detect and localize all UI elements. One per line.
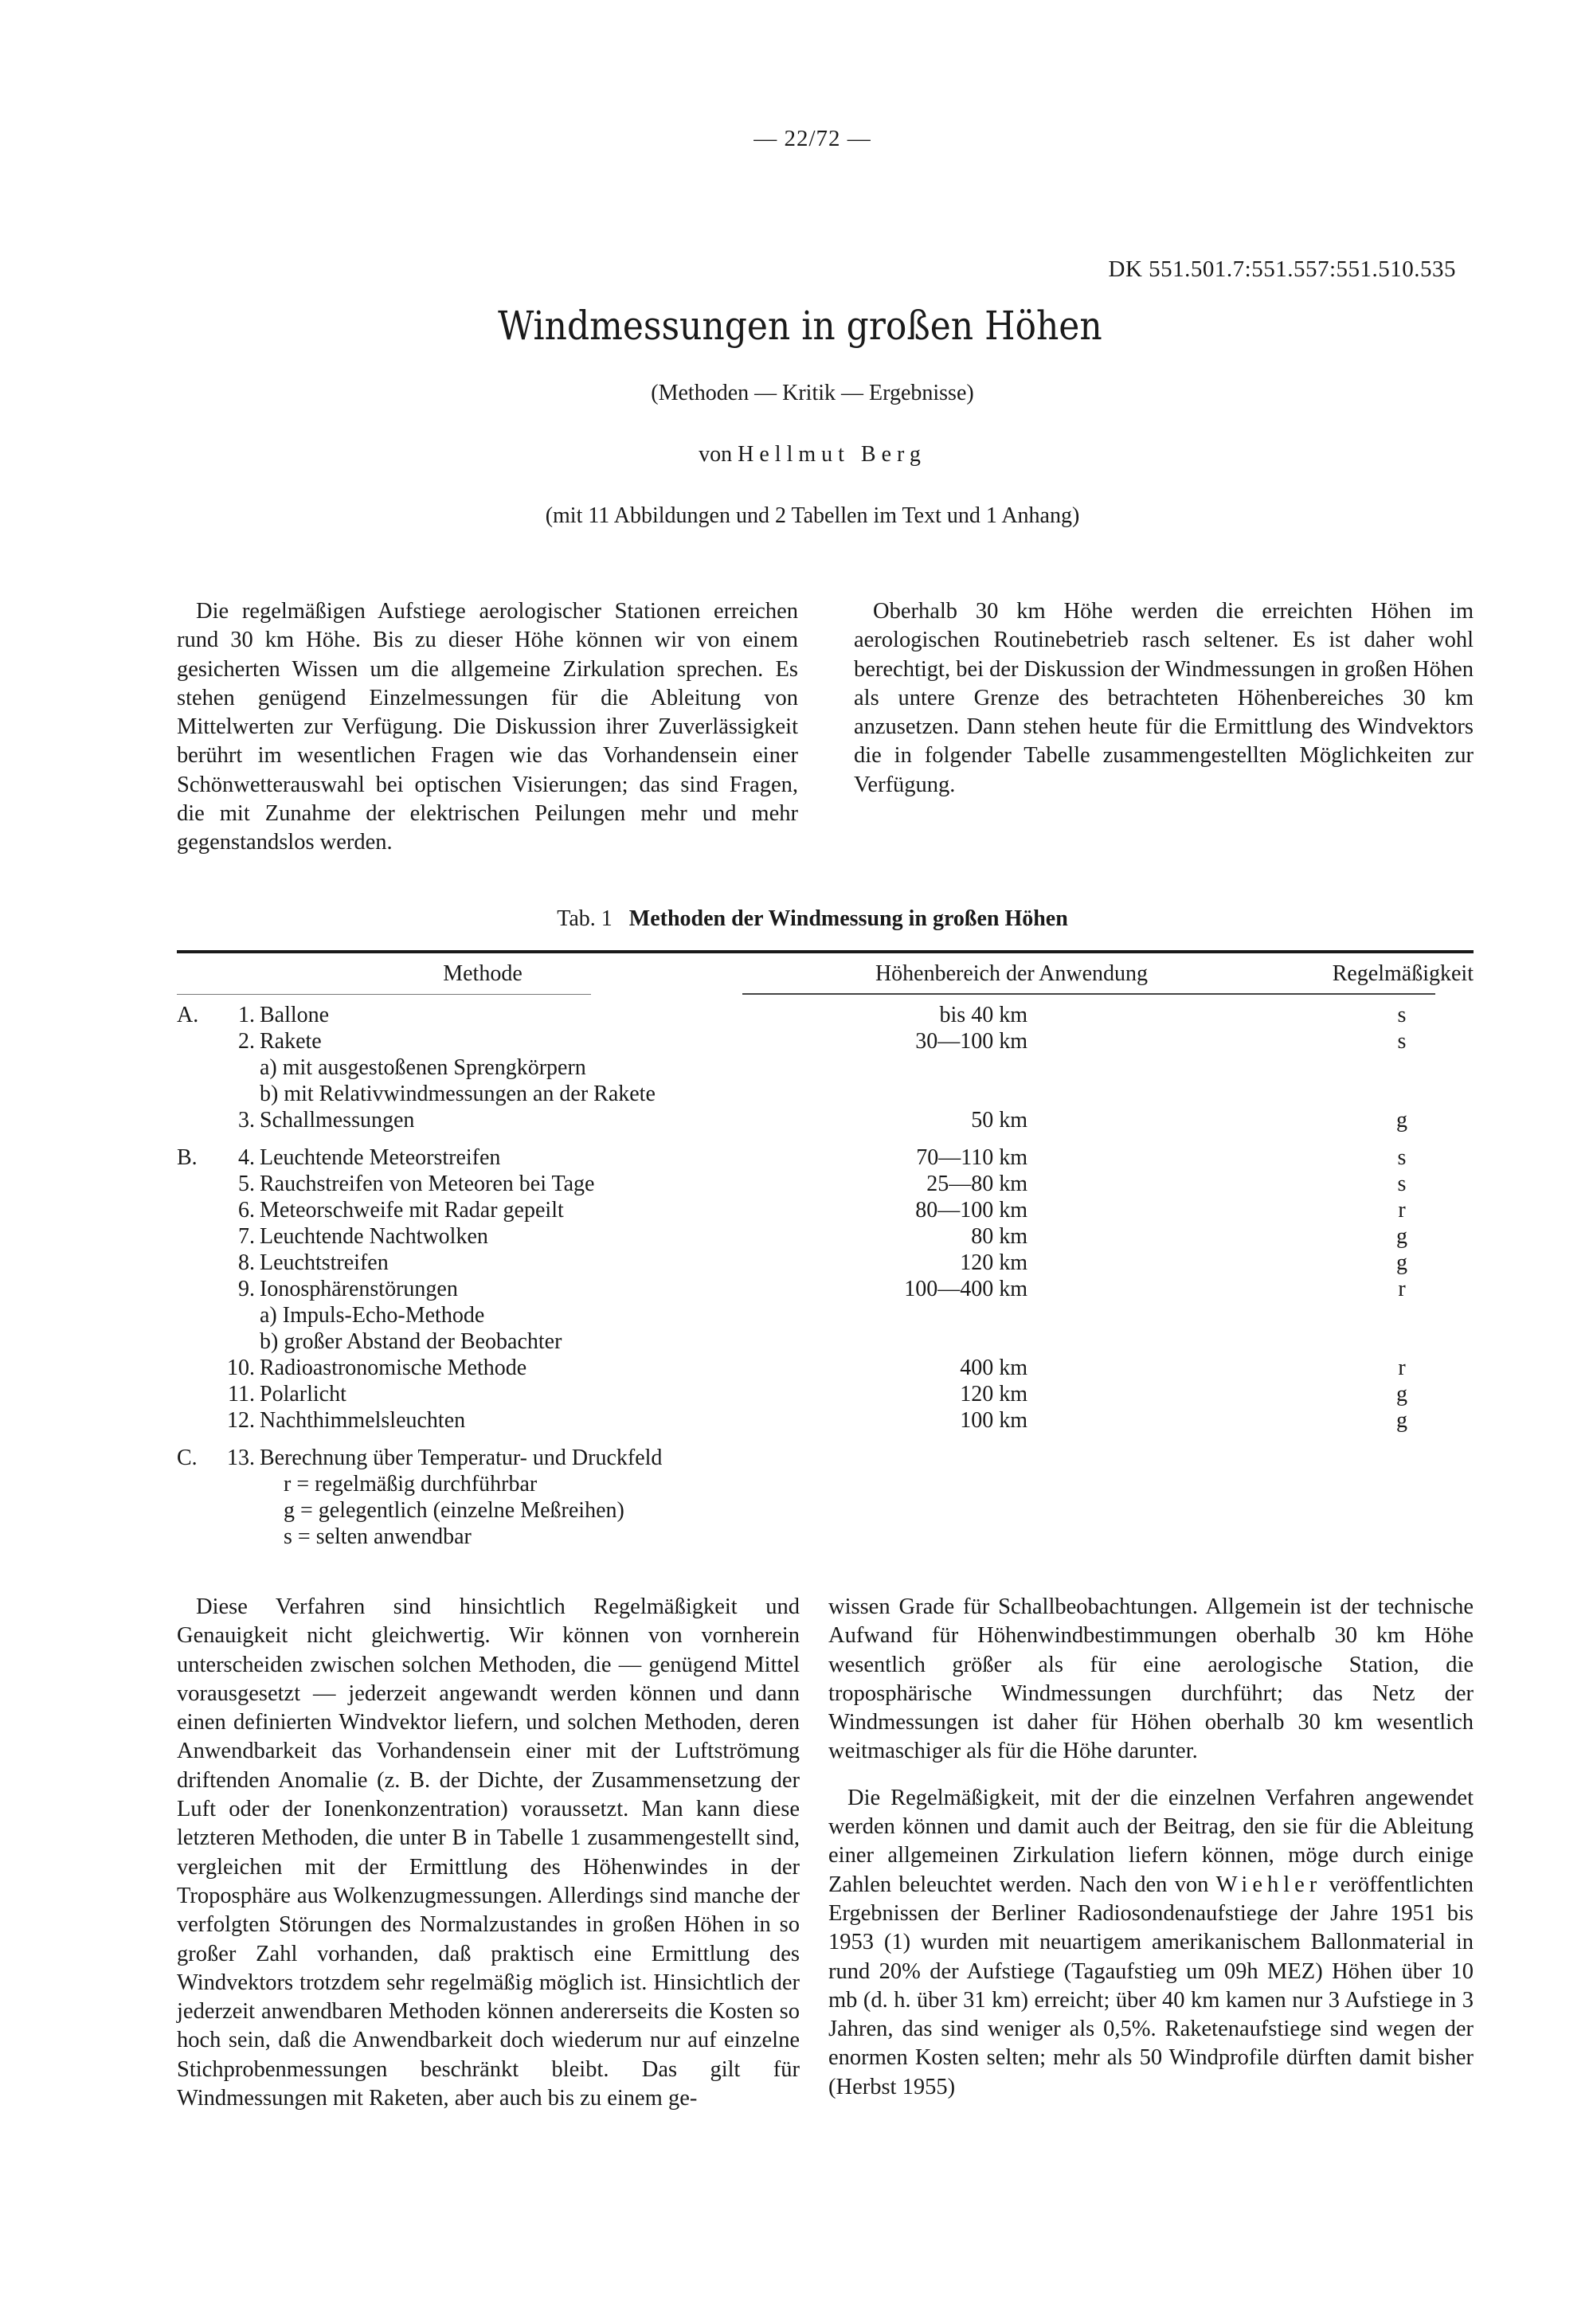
row-method-name: Berechnung über Temperatur- und Druckfeld bbox=[260, 1446, 663, 1470]
row-method-name: a) mit ausgestoßenen Sprengkörpern bbox=[260, 1055, 586, 1080]
row-regularity: s bbox=[1397, 1029, 1407, 1054]
article-author bbox=[0, 442, 1593, 468]
table-row bbox=[177, 1171, 1474, 1197]
row-regularity: r bbox=[1398, 1198, 1406, 1223]
row-number: 3. bbox=[238, 1108, 255, 1133]
row-height-range bbox=[789, 1328, 1235, 1355]
page-number: — 22/72 — bbox=[753, 126, 871, 151]
row-regularity: r bbox=[1398, 1277, 1406, 1301]
legend-entry: g = gelegentlich (einzelne Meßreihen) bbox=[284, 1498, 624, 1523]
row-height-range: bis 40 km bbox=[939, 1003, 1027, 1027]
row-regularity bbox=[1235, 1434, 1474, 1471]
table-row bbox=[177, 1355, 1474, 1381]
row-group bbox=[177, 1081, 209, 1107]
row-group bbox=[177, 1381, 209, 1407]
intro-left-paragraph: Die regelmäßigen Aufstiege aerologischer Stationen erreichen rund 30 km Höhe. Bis zu dieser Höhe können wir von einem gesicherten Wissen um die allgemeine Zirkulation sprechen. Es stehen genügend Einzelmessungen für die Ableitung von Mittelwerten zur Verfügung. Die Diskussion ihrer Zuverlässigkeit berührt im wesentlichen Fragen wie das Vorhandensein einer Schönwetterauswahl bei optischen Visierungen; das sind Fragen, die mit Zunahme der elektrischen Peilungen mehr und mehr gegenstandslos werden. bbox=[177, 599, 798, 855]
intro-left-column bbox=[177, 597, 798, 858]
table-row bbox=[177, 1223, 1474, 1250]
row-regularity: g bbox=[1396, 1224, 1407, 1249]
row-height-range bbox=[789, 1302, 1235, 1328]
row-number: 6. bbox=[238, 1198, 255, 1223]
row-number: 9. bbox=[238, 1277, 255, 1301]
row-number: 8. bbox=[238, 1250, 255, 1275]
row-method-name: a) Impuls-Echo-Methode bbox=[260, 1303, 485, 1328]
row-method-name: Ionosphärenstörungen bbox=[260, 1277, 458, 1301]
row-group bbox=[177, 1250, 209, 1276]
row-group bbox=[177, 1171, 209, 1197]
column-header-regularity: Regelmäßigkeit bbox=[1332, 961, 1474, 986]
table-top-rule bbox=[177, 950, 1474, 953]
row-method-name: Rauchstreifen von Meteoren bei Tage bbox=[260, 1172, 595, 1196]
row-regularity: g bbox=[1396, 1108, 1407, 1133]
legend-row bbox=[177, 1524, 1474, 1550]
row-method-name: Meteorschweife mit Radar gepeilt bbox=[260, 1198, 564, 1223]
row-regularity: g bbox=[1396, 1250, 1407, 1275]
table-row bbox=[177, 1434, 1474, 1471]
table-row bbox=[177, 1407, 1474, 1434]
row-method-name: Polarlicht bbox=[260, 1382, 346, 1407]
row-regularity: s bbox=[1397, 1145, 1407, 1170]
article-info: (mit 11 Abbildungen und 2 Tabellen im Text und 1 Anhang) bbox=[545, 503, 1080, 528]
row-height-range: 100 km bbox=[960, 1408, 1027, 1433]
author-prefix: von bbox=[699, 442, 733, 467]
row-height-range: 120 km bbox=[960, 1382, 1027, 1407]
legend-entry: r = regelmäßig durchführbar bbox=[284, 1472, 538, 1497]
row-height-range: 50 km bbox=[971, 1108, 1027, 1133]
table-row bbox=[177, 1302, 1474, 1328]
row-group bbox=[177, 1276, 209, 1302]
table-caption-title: Methoden der Windmessung in großen Höhen bbox=[628, 906, 1068, 931]
row-height-range: 25—80 km bbox=[926, 1172, 1027, 1196]
table-row bbox=[177, 1002, 1474, 1028]
column-header-method: Methode bbox=[443, 961, 523, 986]
body-left-column bbox=[177, 1593, 800, 2113]
table-row bbox=[177, 1107, 1474, 1133]
row-number: 10. bbox=[227, 1356, 255, 1380]
row-height-range: 100—400 km bbox=[904, 1277, 1027, 1301]
row-group bbox=[177, 1302, 209, 1328]
row-height-range: 80 km bbox=[971, 1224, 1027, 1249]
legend-row bbox=[177, 1497, 1474, 1524]
row-group bbox=[177, 1107, 209, 1133]
row-number: 4. bbox=[238, 1145, 255, 1170]
row-method-name: b) mit Relativwindmessungen an der Rakete bbox=[260, 1082, 656, 1106]
legend-entry: s = selten anwendbar bbox=[284, 1524, 472, 1549]
row-number bbox=[209, 1054, 260, 1081]
author-name: Hellmut Berg bbox=[738, 442, 926, 467]
table-header-row bbox=[177, 956, 1474, 992]
row-regularity: s bbox=[1397, 1003, 1407, 1027]
row-method-name: Rakete bbox=[260, 1029, 322, 1054]
row-regularity: g bbox=[1396, 1382, 1407, 1407]
dk-classification: DK 551.501.7:551.557:551.510.535 bbox=[1108, 256, 1456, 282]
row-height-range: 70—110 km bbox=[916, 1145, 1027, 1170]
body-right-text-2: veröffentlichten Ergebnissen der Berliner Radiosondenaufstiege der Jahre 1951 bis 1953 (1) wurden mit neuartigem amerikanischem Ballonmaterial in rund 20% der Aufstiege (Tagaufstieg um 09h MEZ) Höhen über 10 mb (d. h. über 31 km) erreicht; über 40 km kamen nur 3 Aufstiege in 3 Jahren, das sind weniger als 0,5%. Raketenaufstiege sind wegen der enormen Kosten selten; mehr als 50 Windprofile dürften damit bisher (Herbst 1955) bbox=[828, 1872, 1474, 2099]
row-height-range bbox=[789, 1081, 1235, 1107]
row-method-name: Schallmessungen bbox=[260, 1108, 415, 1133]
row-regularity bbox=[1235, 1328, 1474, 1355]
row-method-name: Nachthimmelsleuchten bbox=[260, 1408, 466, 1433]
table-caption-label: Tab. 1 bbox=[557, 906, 613, 931]
row-group: B. bbox=[177, 1145, 198, 1170]
row-group: C. bbox=[177, 1446, 198, 1470]
row-method-name: Ballone bbox=[260, 1003, 330, 1027]
methods-table bbox=[177, 956, 1474, 1550]
table-row bbox=[177, 1381, 1474, 1407]
table-body bbox=[177, 1002, 1474, 1550]
row-group bbox=[177, 1355, 209, 1381]
row-group bbox=[177, 1328, 209, 1355]
row-height-range: 80—100 km bbox=[915, 1198, 1027, 1223]
row-height-range: 400 km bbox=[960, 1356, 1027, 1380]
row-group bbox=[177, 1054, 209, 1081]
row-group bbox=[177, 1197, 209, 1223]
row-regularity: g bbox=[1396, 1408, 1407, 1433]
column-header-range: Höhenbereich der Anwendung bbox=[875, 961, 1149, 986]
row-regularity bbox=[1235, 1081, 1474, 1107]
row-number: 12. bbox=[227, 1408, 255, 1433]
row-number: 5. bbox=[238, 1172, 255, 1196]
table-row bbox=[177, 1133, 1474, 1171]
article-subtitle: (Methoden — Kritik — Ergebnisse) bbox=[651, 381, 974, 405]
table-row bbox=[177, 1250, 1474, 1276]
table-row bbox=[177, 1276, 1474, 1302]
row-height-range bbox=[789, 1434, 1235, 1471]
body-right-paragraph bbox=[828, 1784, 1474, 2102]
row-method-name: Leuchtende Meteorstreifen bbox=[260, 1145, 501, 1170]
body-left-paragraph: Diese Verfahren sind hinsichtlich Regelmäßigkeit und Genauigkeit nicht gleichwertig. Wir können von vornherein unterscheiden zwischen solchen Methoden, die — genügend Mittel vorausgesetzt — jederzeit angewandt werden können und dann einen definierten Windvektor liefern, und solchen Methoden, deren Anwendbarkeit das Vorhandensein einer mit der Luftströmung driftenden Anomalie (z. B. der Dichte, der Zusammensetzung der Luft oder der Ionenkonzentration) voraussetzt. Man kann diese letzteren Methoden, die unter B in Tabelle 1 zusammengestellt sind, vergleichen mit der Ermittlung des Höhenwindes in der Troposphäre aus Wolkenzugmessungen. Allerdings sind manche der verfolgten Störungen des Normalzustandes in großen Höhen in so großer Zahl vorhanden, daß praktisch eine Ermittlung des Windvektors trotzdem sehr regelmäßig möglich ist. Hinsichtlich der jederzeit anwendbaren Methoden können andererseits die Kosten so hoch sein, daß die Anwendbarkeit doch wiederum nur auf einzelne Stichprobenmessungen beschränkt bleibt. Das gilt für Windmessungen mit Raketen, aber auch bis zu einem ge- bbox=[177, 1594, 800, 2111]
row-number: 2. bbox=[238, 1029, 255, 1054]
row-regularity bbox=[1235, 1302, 1474, 1328]
row-group bbox=[177, 1407, 209, 1434]
cited-author-name: Wiehler bbox=[1215, 1872, 1322, 1897]
row-number bbox=[209, 1302, 260, 1328]
row-group bbox=[177, 1028, 209, 1054]
table-row bbox=[177, 1028, 1474, 1054]
row-group: A. bbox=[177, 1003, 199, 1027]
row-method-name: Radioastronomische Methode bbox=[260, 1356, 527, 1380]
row-number: 11. bbox=[228, 1382, 255, 1407]
table-row bbox=[177, 1081, 1474, 1107]
row-number: 7. bbox=[238, 1224, 255, 1249]
body-right-column bbox=[828, 1593, 1474, 2102]
row-method-name: Leuchtstreifen bbox=[260, 1250, 389, 1275]
row-regularity bbox=[1235, 1054, 1474, 1081]
row-number: 1. bbox=[238, 1003, 255, 1027]
row-number bbox=[209, 1081, 260, 1107]
table-caption bbox=[0, 906, 1593, 932]
row-group bbox=[177, 1223, 209, 1250]
row-height-range: 30—100 km bbox=[915, 1029, 1027, 1054]
table-row bbox=[177, 1054, 1474, 1081]
row-regularity: s bbox=[1397, 1172, 1407, 1196]
intro-right-column bbox=[854, 597, 1474, 800]
intro-right-paragraph: Oberhalb 30 km Höhe werden die erreichten Höhen im aerologischen Routinebetrieb rasch seltener. Es ist daher wohl berechtigt, bei der Diskussion der Windmessungen in großen Höhen als untere Grenze des betrachteten Höhenbereiches 30 km anzusetzen. Dann stehen heute für die Ermittlung des Windvektors die in folgender Tabelle zusammengestellten Möglichkeiten zur Verfügung. bbox=[854, 599, 1474, 797]
body-right-continuation: wissen Grade für Schallbeobachtungen. Allgemein ist der technische Aufwand für Höhenwindbestimmungen oberhalb 30 km Höhe wesentlich größer als für eine aerologische Station, die troposphärische Windmessungen durchführt; das Netz der Windmessungen ist daher für Höhen oberhalb 30 km wesentlich weitmaschiger als für die Höhe darunter. bbox=[828, 1594, 1474, 1764]
row-method-name: b) großer Abstand der Beobachter bbox=[260, 1329, 562, 1354]
article-title: Windmessungen in großen Höhen bbox=[498, 303, 1102, 349]
row-number: 13. bbox=[227, 1446, 255, 1470]
row-height-range: 120 km bbox=[960, 1250, 1027, 1275]
row-height-range bbox=[789, 1054, 1235, 1081]
row-number bbox=[209, 1328, 260, 1355]
row-method-name: Leuchtende Nachtwolken bbox=[260, 1224, 488, 1249]
row-regularity: r bbox=[1398, 1356, 1406, 1380]
body-right-text-1: Die Regelmäßigkeit, mit der die einzelnen Verfahren angewendet werden können und damit auch der Beitrag, den sie für die Ableitung einer allgemeinen Zirkulation liefern können, möge durch einige Zahlen beleuchtet werden. Nach den von bbox=[828, 1785, 1474, 1897]
table-row bbox=[177, 1328, 1474, 1355]
legend-row bbox=[177, 1471, 1474, 1497]
table-row bbox=[177, 1197, 1474, 1223]
